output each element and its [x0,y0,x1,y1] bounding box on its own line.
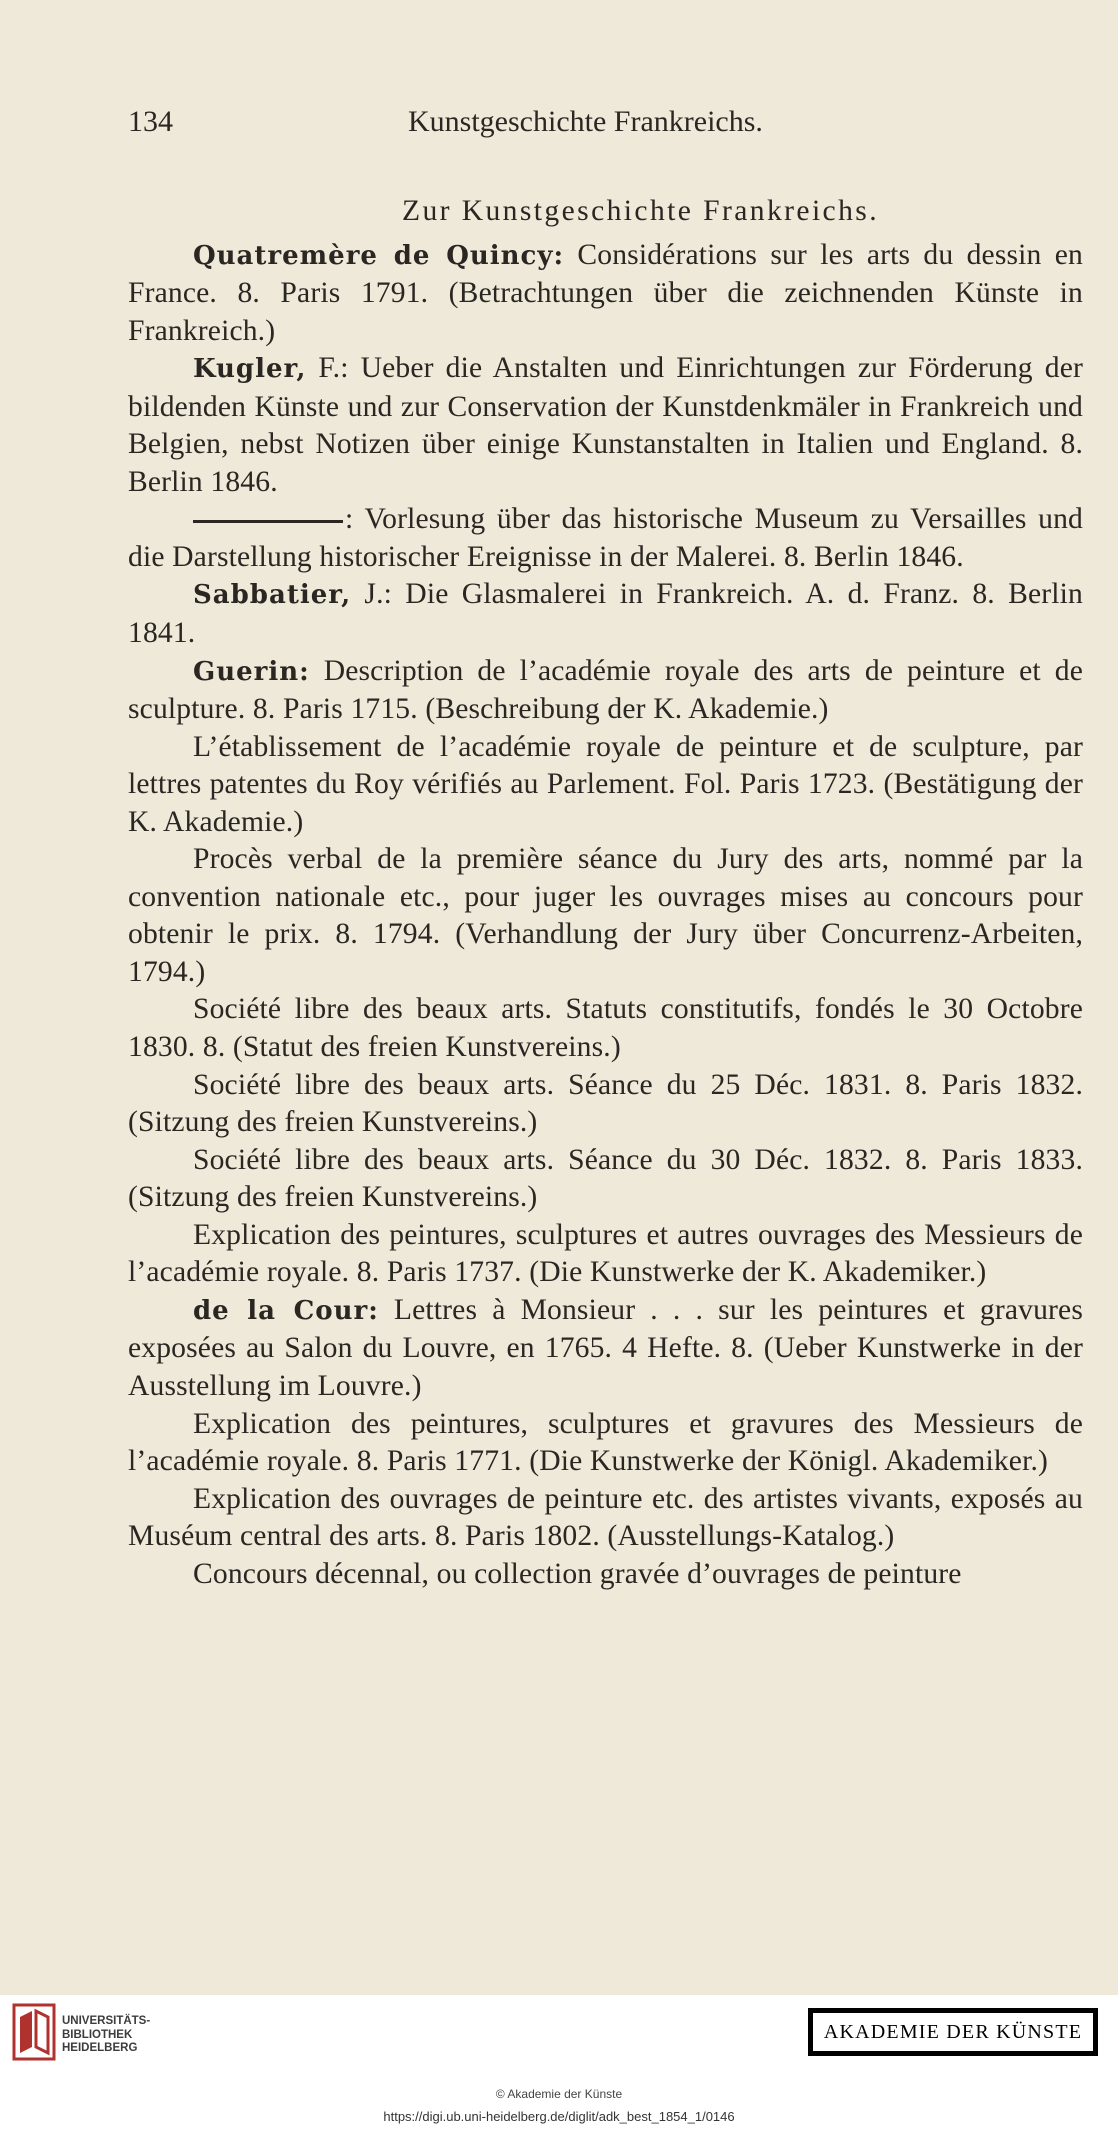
library-name: UNIVERSITÄTS- BIBLIOTHEK HEIDELBERG [62,2015,151,2054]
bibliography-entry [128,576,1083,652]
page-number: 134 [128,105,173,138]
bibliography-entry: Procès verbal de la première séance du Jury des arts, nommé par la convention nationale etc., pour juger les ouvrages mises au concours pour obtenir le prix. 8. 1794. (Verhandlung der Jury über Concurrenz-Arbeiten, 1794.) [128,843,1083,988]
bibliography-entry: Concours décennal, ou collection gravée d’ouvrages de peinture [193,1557,962,1590]
bibliography-entry [128,1292,1083,1406]
running-title: Kunstgeschichte Frankreichs. [408,105,763,138]
bibliography-entry: Société libre des beaux arts. Statuts constitutifs, fondés le 30 Octobre 1830. 8. (Statut des freien Kunstvereins.) [128,993,1083,1064]
bibliography-entry: Explication des peintures, sculptures et autres ouvrages des Messieurs de l’académie royale. 8. Paris 1737. (Die Kunstwerke der K. Akademiker.) [128,1218,1083,1289]
bibliography-entry [128,653,1083,729]
partner-name: AKADEMIE DER KÜNSTE [813,2013,1093,2051]
bibliography-entry [128,501,1083,576]
entry-text: Description de l’académie royale des arts de peinture et de sculpture. 8. Paris 1715. (Beschreibung der K. Akademie.) [128,654,1083,726]
entry-text: Considérations sur les arts du dessin en France. 8. Paris 1791. (Betrachtungen über die zeichnenden Künste in Frankreich.) [128,238,1083,347]
library-logo[interactable] [12,2003,152,2067]
permalink-url[interactable]: https://digi.ub.uni-heidelberg.de/diglit/adk_best_1854_1/0146 [383,2109,735,2124]
bibliography-entry [128,350,1083,501]
partner-logo[interactable] [808,2008,1098,2056]
running-head [128,105,1082,145]
bibliography-entry: Explication des peintures, sculptures et gravures des Messieurs de l’académie royale. 8. Paris 1771. (Die Kunstwerke der Königl. Akademiker.) [128,1407,1083,1478]
library-logo-icon [12,2003,56,2061]
entry-text: J.: Die Glasmalerei in Frankreich. A. d. Franz. 8. Berlin 1841. [128,578,1083,650]
entry-author: de la Cour: [193,1295,379,1326]
copyright-notice: © Akademie der Künste [495,2087,623,2101]
section-heading: Zur Kunstgeschichte Frankreichs. [401,195,880,227]
bibliography-entry [128,237,1083,351]
bibliography-entry: L’établissement de l’académie royale de peinture et de sculpture, par lettres patentes du Roy vérifiés au Parlement. Fol. Paris 1723. (Bestätigung der K. Akademie.) [128,730,1083,838]
bibliography-entry: Société libre des beaux arts. Séance du 25 Déc. 1831. 8. Paris 1832. (Sitzung des freien Kunstvereins.) [128,1068,1083,1139]
ditto-dash [193,520,343,523]
entry-author: Sabbatier, [193,580,352,611]
entry-text: F.: Ueber die Anstalten und Einrichtungen zur Förderung der bildenden Künste und zur Conservation der Kunstdenkmäler in Frankreich und Belgien, nebst Notizen über einige Kunstanstalten in Italien und England. 8. Berlin 1846. [128,352,1083,498]
entry-author: Quatremère de Quincy: [193,240,565,271]
bibliography-entry: Société libre des beaux arts. Séance du 30 Déc. 1832. 8. Paris 1833. (Sitzung des freien Kunstvereins.) [128,1143,1083,1214]
page-body [128,193,1083,1593]
entry-text: Lettres à Monsieur . . . sur les peintures et gravures exposées au Salon du Louvre, en 1765. 4 Hefte. 8. (Ueber Kunstwerke in der Ausstellung im Louvre.) [128,1293,1083,1402]
bibliography-entry: Explication des ouvrages de peinture etc. des artistes vivants, exposés au Muséum central des arts. 8. Paris 1802. (Ausstellungs-Katalog.) [128,1482,1083,1553]
entry-author: Kugler, [193,354,307,385]
viewer-footer [0,1995,1118,2131]
entry-text: : Vorlesung über das historische Museum zu Versailles und die Darstellung historischer Ereignisse in der Malerei. 8. Berlin 1846. [128,503,1083,573]
entry-author: Guerin: [193,656,310,687]
